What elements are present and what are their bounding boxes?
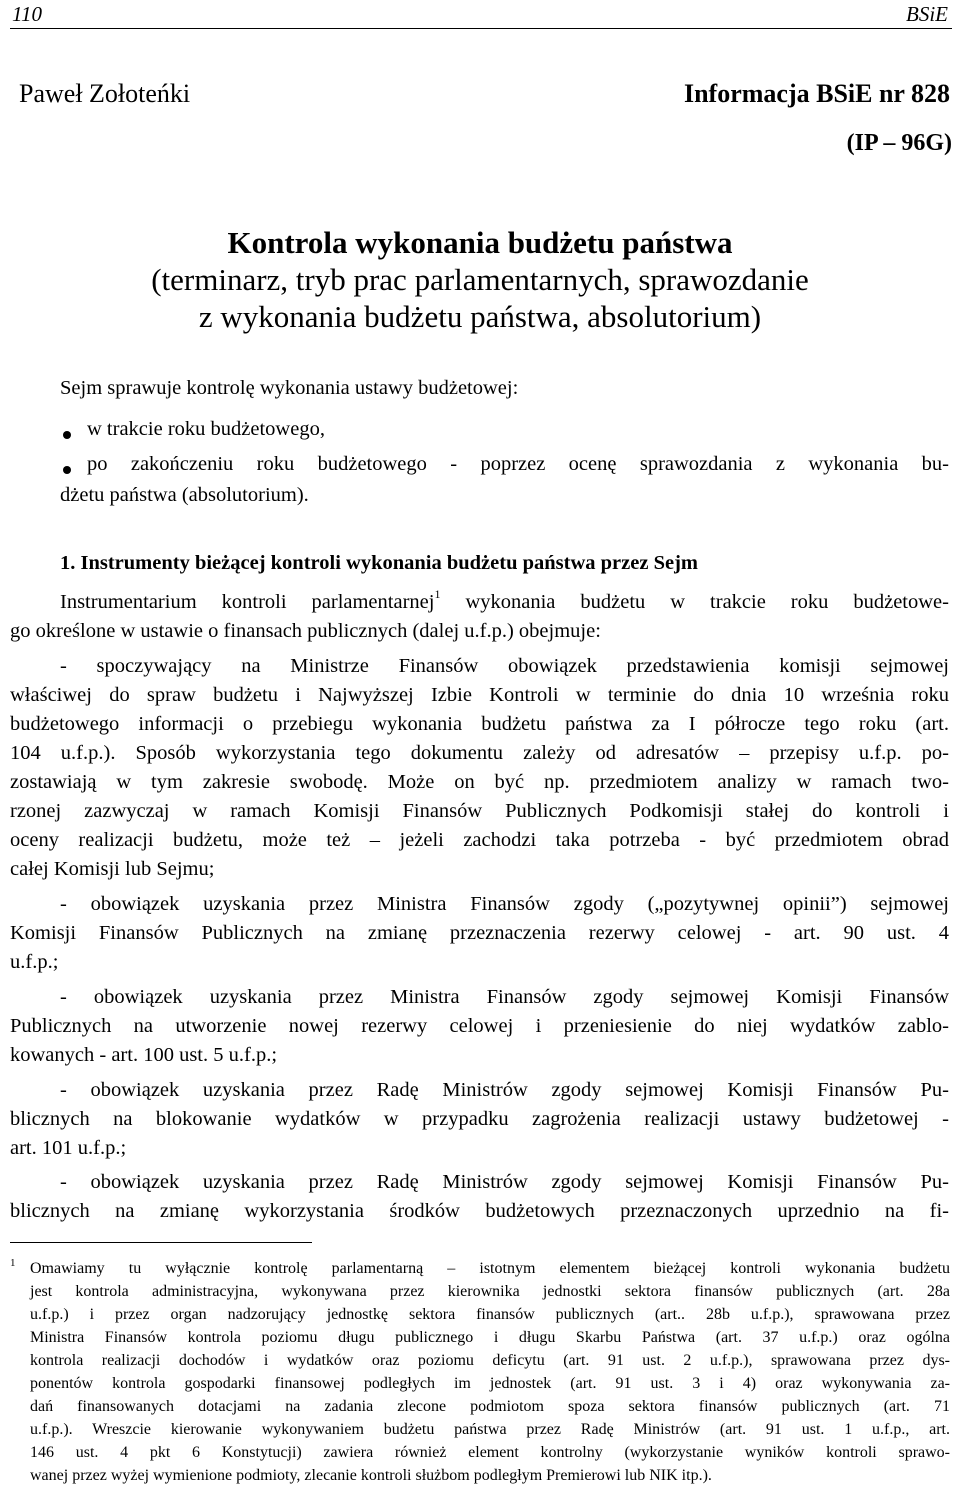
footnote-line: wanej przez wyżej wymienione podmioty, zlecanie kontroli służbom podległym Premierowi lub NIK itp.). (30, 1467, 712, 1484)
footnote-line: 146 ust. 4 pkt 6 Konstytucji) zawiera również element kontrolny (wykorzystanie wyników kontroli sprawo- (30, 1444, 950, 1461)
list-item-line: właściwej do spraw budżetu i Najwyższej Izbie Kontroli w terminie do dnia 10 września roku (10, 684, 949, 706)
list-item-line: - obowiązek uzyskania przez Radę Ministrów zgody sejmowej Komisji Finansów Pu- (60, 1171, 949, 1193)
list-item-line: rzonej zazwyczaj w ramach Komisji Finansów Publicznych Podkomisji stałej do kontroli i (10, 800, 949, 822)
footnote-line: dań finansowanych dotacjami na zadania zlecone podmiotom spoza sektora finansów publicznych (art. 71 (30, 1398, 950, 1415)
header-rule (10, 28, 952, 29)
intro-lead: Sejm sprawuje kontrolę wykonania ustawy budżetowej: (60, 377, 519, 399)
bullet-icon (63, 466, 71, 474)
paragraph-line: go określone w ustawie o finansach publicznych (dalej u.f.p.) obejmuje: (10, 620, 601, 642)
list-item-line: - obowiązek uzyskania przez Ministra Finansów zgody sejmowej Komisji Finansów (60, 986, 949, 1008)
footnote-ref: 1 (434, 587, 441, 601)
document-title (0, 224, 960, 335)
footnote-line: ponentów kontrola gospodarki finansowej podległych im jednostek (art. 91 ust. 3 i 4) oraz wykonywania za- (30, 1375, 950, 1392)
list-item-line: - spoczywający na Ministrze Finansów obowiązek przedstawienia komisji sejmowej (60, 655, 949, 677)
list-item-line: Publicznych na utworzenie nowej rezerwy celowej i przeniesienie do niej wydatków zablo- (10, 1015, 949, 1037)
list-item-line: blicznych na zmianę wykorzystania środków budżetowych przeznaczonych uprzednio na fi- (10, 1200, 949, 1222)
list-item-line: zostawiają w tym zakresie swobodę. Może on być np. przedmiotem analizy w ramach two- (10, 771, 949, 793)
list-item-line: 104 u.f.p.). Sposób wykorzystania tego dokumentu zależy od adresatów – przepisy u.f.p. po- (10, 742, 949, 764)
list-item-line: kowanych - art. 100 ust. 5 u.f.p.; (10, 1044, 278, 1066)
title-line-3: z wykonania budżetu państwa, absolutorium) (198, 299, 762, 334)
list-item-line: u.f.p.; (10, 951, 59, 973)
footnote-line: u.f.p.) i przez organ nadzorujący jednostkę sektora finansów publicznych (art.. 28b u.f.p.), sprawowana przez (30, 1306, 950, 1323)
bullet-icon (63, 431, 71, 439)
footnote-line: Omawiamy tu wyłącznie kontrolę parlamentarną – istotnym elementem bieżącej kontroli wykonania budżetu (30, 1260, 950, 1277)
list-item-line: art. 101 u.f.p.; (10, 1137, 127, 1159)
list-item-line: Komisji Finansów Publicznych na zmianę przeznaczenia rezerwy celowej - art. 90 ust. 4 (10, 922, 949, 944)
footnote-line: jest kontrola administracyjna, wykonywana przez kierownika jednostki sektora finansów publicznych (art. 28a (30, 1283, 950, 1300)
intro-bullet-1: w trakcie roku budżetowego, (87, 418, 325, 440)
page-number: 110 (12, 2, 42, 26)
list-item-line: oceny realizacji budżetu, może też – jeżeli zachodzi taka potrzeba - być przedmiotem obrad (10, 829, 949, 851)
journal-name: BSiE (906, 2, 948, 26)
list-item-line: - obowiązek uzyskania przez Ministra Finansów zgody („pozytywnej opinii”) sejmowej (60, 893, 949, 915)
intro-bullet-2-line-2: dżetu państwa (absolutorium). (60, 484, 309, 506)
footnote-rule (10, 1242, 312, 1243)
info-title: Informacja BSiE nr 828 (683, 79, 950, 108)
list-item-line: - obowiązek uzyskania przez Radę Ministrów zgody sejmowej Komisji Finansów Pu- (60, 1079, 949, 1101)
list-item-line: całej Komisji lub Sejmu; (10, 858, 215, 880)
footnote-line: Ministra Finansów kontrola poziomu długu publicznego i długu Skarbu Państwa (art. 37 u.f.p.) oraz ogólna (30, 1329, 950, 1346)
list-item-line: blicznych na blokowanie wydatków w przypadku zagrożenia realizacji ustawy budżetowej - (10, 1108, 949, 1130)
footnote-mark: 1 (10, 1257, 16, 1269)
footnote-line: kontrola realizacji dochodów i wydatków oraz poziomu deficytu (art. 91 ust. 2 u.f.p.), sprawowana przez dys- (30, 1352, 950, 1369)
list-item-line: budżetowego informacji o przebiegu wykonania budżetu państwa za I półrocze tego roku (art. (10, 713, 949, 735)
intro-bullet-2-line-1: po zakończeniu roku budżetowego - poprzez ocenę sprawozdania z wykonania bu- (87, 453, 949, 475)
title-line-2: (terminarz, tryb prac parlamentarnych, sprawozdanie (151, 262, 809, 297)
info-code: (IP – 96G) (846, 130, 952, 156)
paragraph-line: Instrumentarium kontroli parlamentarnej$^1$ wykonania budżetu w trakcie roku budżetowe- (60, 587, 949, 613)
footnote-line: u.f.p.). Wreszcie kierowanie wykonywaniem budżetu państwa przez Radę Ministrów (art. 91 ust. 1 u.f.p., art. (30, 1421, 950, 1438)
title-line-1: Kontrola wykonania budżetu państwa (227, 225, 733, 260)
section-heading: 1. Instrumenty bieżącej kontroli wykonania budżetu państwa przez Sejm (60, 552, 698, 574)
author-name: Paweł Zołoteńki (19, 79, 191, 108)
